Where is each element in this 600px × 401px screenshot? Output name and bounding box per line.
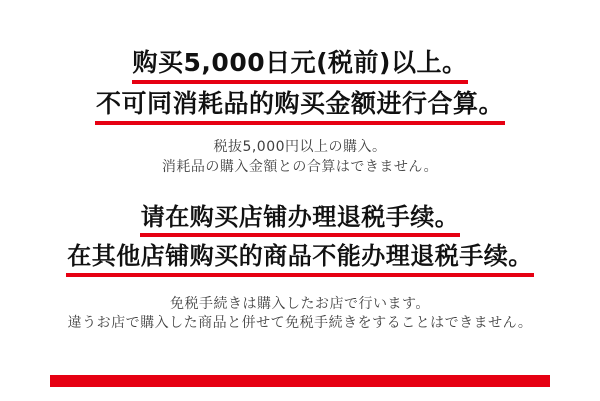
store-procedure-headline-line1-text: 请在购买店铺办理退税手续。 [140,204,461,238]
min-purchase-subtext-jp-line2: 消耗品の購入金額との合算はできません。 [161,158,439,175]
store-procedure-subtext-jp-line2: 違うお店で購入した商品と併せて免税手続きをすることはできません。 [67,314,533,331]
min-purchase-subtext-jp-line1: 税抜5,000円以上の購入。 [213,138,387,155]
store-procedure-headline-line1 [0,204,600,238]
min-purchase-section [0,49,600,177]
store-procedure-section [0,204,600,333]
store-procedure-subtext-jp [0,295,600,333]
min-purchase-subtext-jp [0,137,600,177]
store-procedure-headline-line2 [0,243,600,277]
store-procedure-subtext-jp-line1: 免税手続きは購入したお店で行います。 [170,295,430,312]
bottom-red-bar [50,375,550,387]
store-procedure-headline-line2-text: 在其他店铺购买的商品不能办理退税手续。 [66,243,534,277]
min-purchase-headline-line1 [0,49,600,84]
min-purchase-headline-line1-text: 购买5,000日元(税前)以上。 [132,49,469,84]
min-purchase-headline-line2-text: 不可同消耗品的购买金额进行合算。 [95,90,505,125]
min-purchase-headline-line2 [0,90,600,125]
